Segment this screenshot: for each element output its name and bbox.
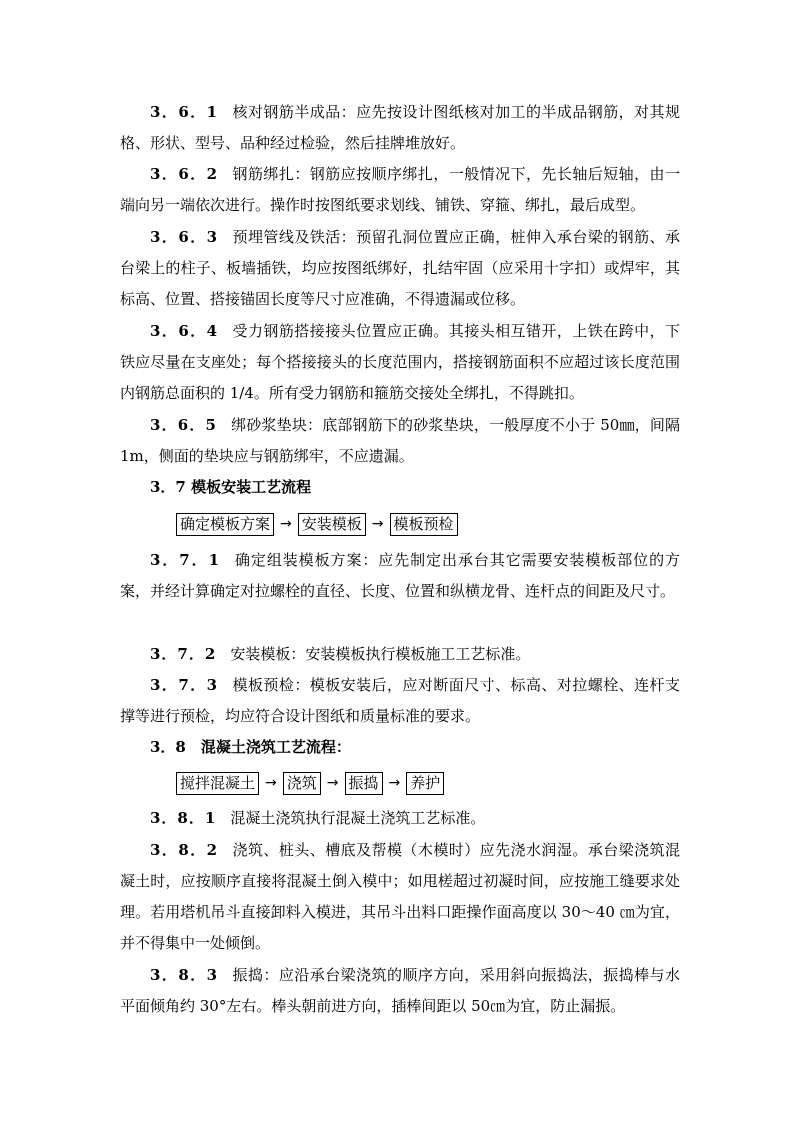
flow-step-1: 确定模板方案 [176, 513, 274, 536]
paragraph-3-6-3: 3．6．3 预埋管线及铁活：预留孔洞位置应正确，桩伸入承台梁的钢筋、承台梁上的柱子、板墙插铁，均应按图纸绑好，扎结牢固（应采用十字扣）或焊牢，其标高、位置、搭接锚固长度等尺寸应准确，不得遗漏或位移。 [120, 228, 680, 308]
paragraph-3-8-2: 3．8．2 浇筑、桩头、槽底及帮模（木模时）应先浇水润湿。承台梁浇筑混凝土时，应按顺序直接将混凝土倒入模中；如甩槎超过初凝时间，应按施工缝要求处理。若用塔机吊斗直接卸料入模进，其吊斗出料口距操作面高度以 30～40 ㎝为宜，并不得集中一处倾倒。 [120, 841, 680, 952]
arrow-icon: → [265, 775, 277, 791]
arrow-icon: → [326, 775, 339, 791]
flowchart-formwork [176, 512, 458, 536]
arrow-icon: → [388, 775, 401, 791]
flow-step-2: 安装模板 [298, 513, 366, 536]
arrow-icon: → [280, 516, 292, 532]
section-heading-3-7: 3．7 模板安装工艺流程 [150, 478, 312, 496]
flow-step-2: 浇筑 [283, 772, 321, 795]
flowchart-concrete [176, 771, 444, 795]
flow-step-1: 搅拌混凝土 [176, 772, 259, 795]
paragraph-3-6-4: 3．6．4 受力钢筋搭接接头位置应正确。其接头相互错开，上铁在跨中，下铁应尽量在支座处；每个搭接接头的长度范围内，搭接钢筋面积不应超过该长度范围内钢筋总面积的 1/4。所有受力钢筋和箍筋交接处全绑扎，不得跳扣。 [120, 322, 680, 402]
flow-step-3: 模板预检 [390, 513, 458, 536]
paragraph-3-6-2: 3．6．2 钢筋绑扎：钢筋应按顺序绑扎，一般情况下，先长轴后短轴，由一端向另一端依次进行。操作时按图纸要求划线、铺铁、穿箍、绑扎，最后成型。 [120, 165, 680, 214]
flow-step-3: 振捣 [345, 772, 383, 795]
paragraph-3-7-1: 3．7．1 确定组装模板方案：应先制定出承台其它需要安装模板部位的方案，并经计算确定对拉螺栓的直径、长度、位置和纵横龙骨、连杆点的间距及尺寸。 [120, 551, 680, 600]
paragraph-3-6-1: 3．6．1 核对钢筋半成品：应先按设计图纸核对加工的半成品钢筋，对其规格、形状、型号、品种经过检验，然后挂牌堆放好。 [120, 103, 680, 152]
paragraph-3-7-3: 3．7．3 模板预检：模板安装后，应对断面尺寸、标高、对拉螺栓、连杆支撑等进行预检，均应符合设计图纸和质量标准的要求。 [120, 676, 680, 725]
paragraph-3-8-3: 3．8．3 振捣：应沿承台梁浇筑的顺序方向，采用斜向振捣法，振捣棒与水平面倾角约 30°左右。棒头朝前进方向，插棒间距以 50㎝为宜，防止漏振。 [120, 966, 680, 1015]
arrow-icon: → [371, 516, 384, 532]
section-heading-3-8: 3．8 混凝土浇筑工艺流程： [150, 738, 351, 756]
flow-step-4: 养护 [406, 772, 444, 795]
paragraph-3-8-1: 3．8．1 混凝土浇筑执行混凝土浇筑工艺标准。 [150, 809, 486, 827]
paragraph-3-7-2: 3．7．2 安装模板：安装模板执行模板施工工艺标准。 [150, 645, 531, 663]
paragraph-3-6-5: 3．6．5 绑砂浆垫块：底部钢筋下的砂浆垫块，一般厚度不小于 50㎜，间隔 1m，侧面的垫块应与钢筋绑牢，不应遗漏。 [120, 416, 681, 465]
